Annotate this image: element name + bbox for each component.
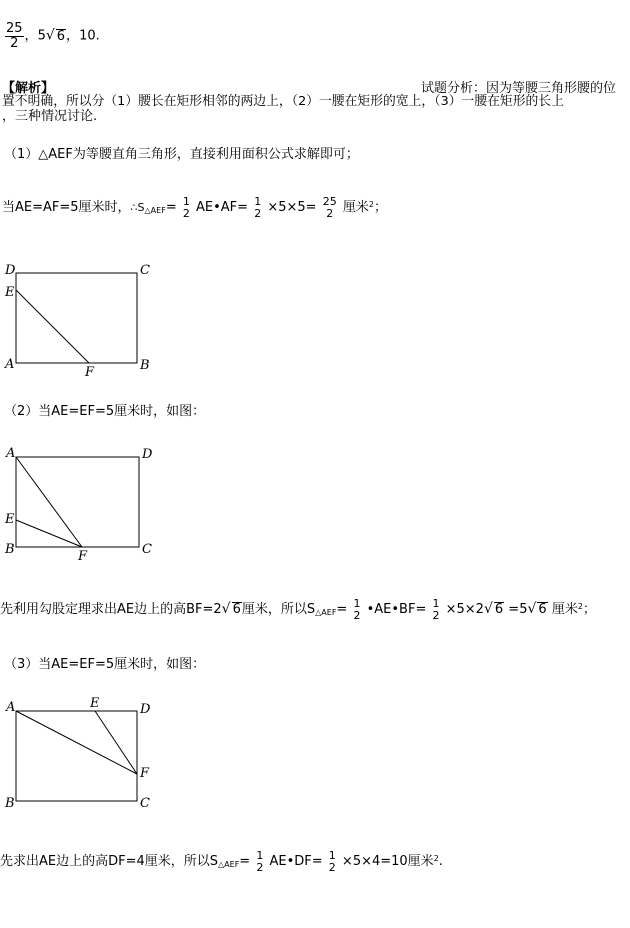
case1-therefore: ∴S	[130, 201, 145, 215]
case2-calc-prefix: 先利用勾股定理求出AE边上的高BF=2	[0, 602, 222, 618]
case3-half2-num: 1	[328, 849, 336, 862]
case2-unit: 厘米	[551, 602, 578, 618]
case2-mid2: ×5×2	[445, 602, 484, 618]
case2-half2-num: 1	[432, 597, 440, 610]
case1-rectangle	[16, 273, 137, 363]
case2-half	[352, 598, 361, 621]
answer-end: .	[95, 28, 100, 44]
case3-label-F: F	[140, 766, 150, 781]
case2-unit-sup: 2	[577, 602, 583, 612]
case3-unit-sup: 2	[433, 854, 439, 864]
answer-separator: ，	[66, 28, 80, 44]
case2-label-D: D	[142, 447, 153, 462]
case1-res-den: 2	[326, 206, 334, 220]
case3-half2	[328, 850, 337, 873]
case1-label-D: D	[5, 263, 16, 278]
case1-calc-prefix: 当AE=AF=5厘米时，	[2, 200, 131, 216]
case2-segment-EF	[16, 520, 82, 547]
case3-calc-prefix: 先求出AE边上的高DF=4厘米，所以S	[0, 854, 219, 870]
case3-half	[255, 850, 264, 873]
case1-heading: （1）△AEF为等腰直角三角形，直接利用面积公式求解即可；	[4, 147, 359, 162]
case2-mid1: •AE•BF=	[366, 602, 427, 618]
case2-heading: （2）当AE=EF=5厘米时，如图：	[4, 404, 206, 419]
case1-label-A: A	[5, 357, 15, 372]
case3-calculation	[0, 850, 443, 873]
case2-label-B: B	[5, 542, 15, 557]
case1-unit: 厘米	[342, 200, 369, 216]
case1-half2-num: 1	[254, 195, 262, 208]
analysis-intro-line2: 置不明确，所以分（1）腰长在矩形相邻的两边上，（2）一腰在矩形的宽上，（3）一腰在矩形的长上	[2, 94, 564, 109]
case2-half-num: 1	[353, 597, 361, 610]
case1-label-C: C	[140, 263, 150, 278]
case3-mid2: ×5×4=10厘米	[341, 854, 434, 870]
case3-end: .	[438, 854, 443, 870]
analysis-intro-line3: ，三种情况讨论.	[2, 109, 98, 124]
case1-mid2: ×5×5=	[267, 200, 317, 216]
case3-rectangle	[16, 711, 137, 801]
case2-label-A: A	[6, 446, 16, 461]
case1-unit-sup: 2	[368, 200, 374, 210]
case1-label-E: E	[5, 285, 15, 300]
sqrt-icon: √	[45, 27, 55, 44]
case1-half2	[253, 196, 262, 219]
case1-segment-EF	[16, 290, 89, 363]
case1-eq: =	[165, 200, 177, 216]
case1-result	[322, 196, 338, 219]
case1-mid1: AE•AF=	[196, 200, 249, 216]
case2-mid3: =5	[508, 602, 528, 618]
case1-half2-den: 2	[254, 206, 262, 220]
case3-segment-AF	[16, 711, 137, 774]
case3-label-B: B	[5, 796, 15, 811]
answer-line	[4, 22, 100, 50]
case3-heading: （3）当AE=EF=5厘米时，如图：	[4, 657, 206, 672]
case3-mid1: AE•DF=	[269, 854, 323, 870]
case2-radicand-3: 6	[538, 602, 547, 618]
answer-value2-radicand: 6	[56, 28, 66, 44]
case3-label-A: A	[6, 700, 16, 715]
case1-half	[182, 196, 191, 219]
case2-rectangle	[16, 457, 139, 547]
case2-radicand: 6	[232, 602, 241, 618]
answer-fraction-denominator: 2	[10, 35, 19, 51]
case1-half-den: 2	[182, 206, 190, 220]
case2-sub: △AEF	[315, 608, 337, 618]
case2-label-E: E	[5, 512, 15, 527]
analysis-tag: 【解析】	[2, 81, 55, 96]
sqrt-icon: √	[527, 601, 537, 618]
case2-half-den: 2	[353, 608, 361, 622]
case2-half2	[431, 598, 440, 621]
case1-end: ；	[373, 200, 387, 216]
case1-label-F: F	[85, 365, 95, 380]
case2-radicand-2: 6	[494, 602, 504, 618]
answer-fraction-numerator: 25	[6, 21, 23, 36]
case2-label-F: F	[78, 549, 88, 564]
case2-label-C: C	[142, 542, 152, 557]
sqrt-icon: √	[221, 601, 231, 618]
answer-value3: 10	[79, 28, 96, 44]
case2-calculation	[0, 598, 596, 621]
case3-label-C: C	[140, 796, 150, 811]
case2-segment-AF	[16, 457, 82, 547]
case2-half2-den: 2	[432, 608, 440, 622]
case3-segment-EF	[95, 711, 137, 774]
case1-half-num: 1	[182, 195, 190, 208]
case1-sub: △AEF	[144, 206, 166, 216]
case3-label-D: D	[140, 702, 151, 717]
case3-eq: =	[239, 854, 251, 870]
case2-calc-mid: 厘米，所以S	[241, 602, 316, 618]
sqrt-icon: √	[483, 601, 493, 618]
case2-end: ；	[582, 602, 596, 618]
case3-label-E: E	[90, 696, 100, 711]
case3-half2-den: 2	[328, 860, 336, 874]
answer-separator: ，	[24, 28, 38, 44]
case3-half-num: 1	[256, 849, 264, 862]
answer-fraction	[5, 22, 24, 50]
analysis-intro-head: 试题分析：因为等腰三角形腰的位	[421, 81, 617, 96]
answer-value2-coef: 5	[37, 28, 46, 44]
case3-sub: △AEF	[218, 860, 240, 870]
case1-label-B: B	[140, 358, 150, 373]
case1-calculation	[2, 196, 387, 219]
case2-eq: =	[336, 602, 348, 618]
case3-half-den: 2	[256, 860, 264, 874]
case1-res-num: 25	[322, 195, 337, 208]
